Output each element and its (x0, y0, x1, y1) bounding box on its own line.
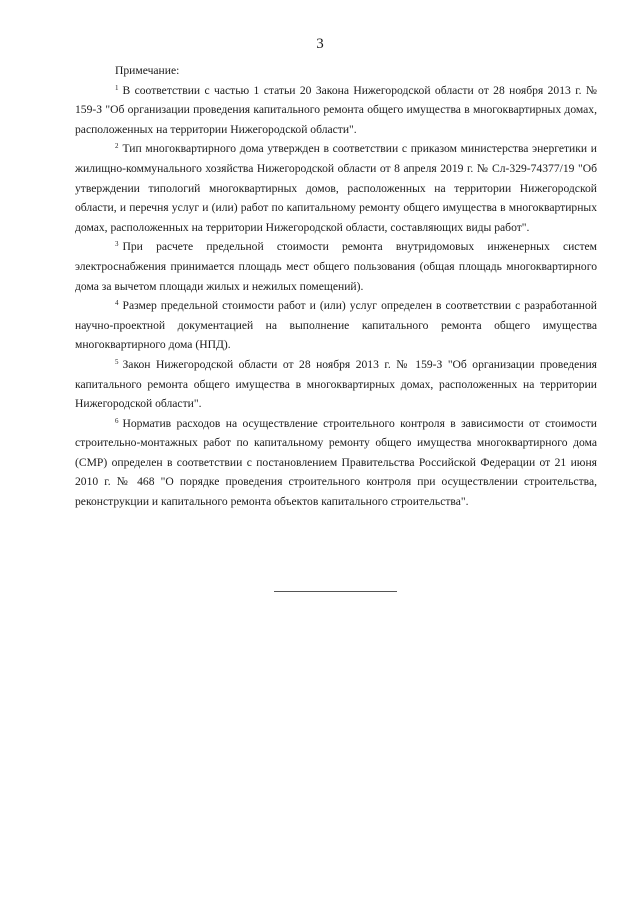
footnote-marker: 2 (115, 142, 119, 151)
footnote-text: Норматив расходов на осуществление строительного контроля в зависимости от стоимости строительно-монтажных работ по капитальному ремонту общего имущества многоквартирного дома (СМР) определен в соответствии с постановлением Правительства Российской Федерации от 21 июня 2010 г. № 468 "О порядке проведения строительного контроля при осуществлении строительства, реконструкции и капитального ремонта объектов капитального строительства". (75, 416, 597, 509)
footnote-marker: 4 (115, 299, 119, 308)
footnote-text: При расчете предельной стоимости ремонта внутридомовых инженерных систем электроснабжения принимается площадь мест общего пользования (общая площадь многоквартирного дома за вычетом площади жилых и нежилых помещений). (75, 240, 597, 293)
footnote-3 (75, 237, 597, 296)
page-number: 3 (316, 36, 324, 52)
end-of-document-rule (274, 591, 397, 592)
footnote-text: Закон Нижегородской области от 28 ноября 2013 г. № 159-З "Об организации проведения капитального ремонта общего имущества в многоквартирных домах, расположенных на территории Нижегородской области". (75, 357, 597, 411)
footnote-text: Размер предельной стоимости работ и (или) услуг определен в соответствии с разработанной научно-проектной документацией на выполнение капитального ремонта общего имущества многоквартирного дома (НПД). (75, 299, 597, 352)
footnote-6 (75, 414, 597, 512)
footnote-1 (75, 81, 597, 140)
footnote-5 (75, 355, 597, 414)
footnote-marker: 5 (115, 357, 119, 366)
footnote-4 (75, 296, 597, 355)
notes-title: Примечание: (115, 64, 180, 77)
footnote-2 (75, 139, 597, 237)
footnote-marker: 6 (115, 416, 119, 425)
footnote-text: В соответствии с частью 1 статьи 20 Закона Нижегородской области от 28 ноября 2013 г. № 159-З "Об организации проведения капитального ремонта общего имущества в многоквартирных домах, расположенных на территории Нижегородской области". (75, 83, 597, 136)
footnote-marker: 1 (115, 83, 119, 92)
footnote-marker: 3 (115, 240, 119, 249)
notes-section (75, 61, 597, 512)
footnote-text: Тип многоквартирного дома утвержден в соответствии с приказом министерства энергетики и жилищно-коммунального хозяйства Нижегородской области от 8 апреля 2019 г. № Сл-329-74377/19 "Об утверждении типологий многоквартирных домов, расположенных на территории Нижегородской области, и перечня услуг и (или) работ по капитальному ремонту общего имущества в многоквартирных домах, расположенных на территории Нижегородской области, составляющих виды работ". (75, 142, 597, 234)
